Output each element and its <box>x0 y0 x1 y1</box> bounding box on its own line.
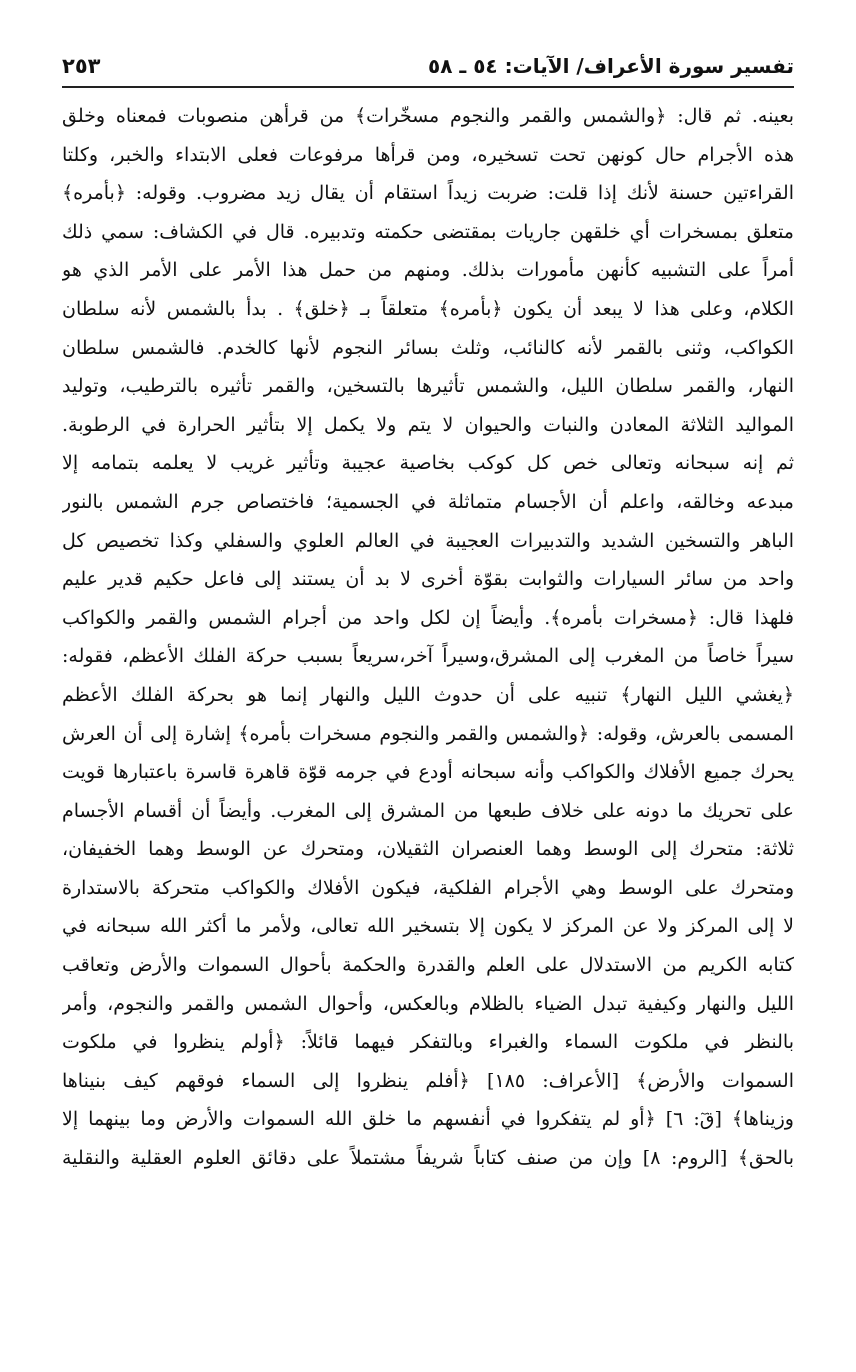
running-header <box>62 52 794 92</box>
text-line: ثلاثة: متحرك إلى الوسط وهما العنصران الثقيلان، ومتحرك عن الوسط وهما الخفيفان، <box>62 838 794 861</box>
text-line: لا إلى المركز ولا عن المركز لا يكون إلا بتسخير الله تعالى، ولأمر ما أكثر الله سبحانه في <box>62 915 794 938</box>
text-line: بالنظر في ملكوت السماء والغبراء وبالتفكر فيهما قائلاً: ﴿أولم ينظروا في ملكوت <box>62 1031 794 1054</box>
text-line: القراءتين حسنة لأنك إذا قلت: ضربت زيداً استقام أن يقال زيد مضروب. وقوله: ﴿بأمره﴾ <box>62 182 794 205</box>
text-line: متعلق بمسخرات أي خلقهن جاريات بمقتضى حكمته وتدبيره. قال في الكشاف: سمي ذلك <box>62 220 794 243</box>
text-line: ثم إنه سبحانه وتعالى خص كل كوكب بخاصية عجيبة وتأثير غريب لا يعلمه بتمامه إلا <box>62 452 794 475</box>
text-line: على تحريك ما دونه على خلاف طبعها من المشرق إلى المغرب. وأيضاً أن أقسام الأجسام <box>62 799 794 822</box>
text-line: فلهذا قال: ﴿مسخرات بأمره﴾. وأيضاً إن لكل واحد من أجرام الشمس والقمر والكواكب <box>62 606 794 629</box>
text-line: ﴿يغشي الليل النهار﴾ تنبيه على أن حدوث الليل والنهار إنما هو بحركة الفلك الأعظم <box>62 683 794 706</box>
text-line: ومتحرك على الوسط وهي الأجرام الفلكية، فيكون الأفلاك والكواكب متحركة بالاستدارة <box>62 876 794 899</box>
text-line: بالحق﴾ [الروم: ٨] وإن من صنف كتاباً شريفاً مشتملاً على دقائق العلوم العقلية والنقلية <box>62 1147 794 1170</box>
text-line: هذه الأجرام حال كونهن تحت تسخيره، ومن قرأها مرفوعات فعلى الابتداء والخبر، وكلتا <box>62 143 794 166</box>
text-line: المسمى بالعرش، وقوله: ﴿والشمس والقمر والنجوم مسخرات بأمره﴾ إشارة إلى أن العرش <box>62 722 794 745</box>
chapter-title: تفسير سورة الأعراف/ الآيات: ٥٤ ـ ٥٨ <box>428 54 794 78</box>
text-line: الكلام، وعلى هذا لا يبعد أن يكون ﴿بأمره﴾ متعلقاً بـ ﴿خلق﴾ . بدأ بالشمس لأنه سلطان <box>62 297 794 320</box>
text-line: كتابه الكريم من الاستدلال على العلم والقدرة والحكمة بأحوال السموات والأرض وتعاقب <box>62 954 794 977</box>
text-line: واحد من سائر السيارات والثوابت بقوّة أخرى لا بد أن يستند إلى فاعل حكيم قدير عليم <box>62 568 794 591</box>
page-number: ٢٥٣ <box>62 54 101 78</box>
text-line: بعينه. ثم قال: ﴿والشمس والقمر والنجوم مسخّرات﴾ من قرأهن منصوبات فمعناه وخلق <box>62 105 794 127</box>
text-line: النهار، والقمر سلطان الليل، والشمس تأثيرها بالتسخين، والقمر تأثيره بالترطيب، وتوليد <box>62 375 794 398</box>
page-body <box>62 97 794 1178</box>
text-line: سيراً خاصاً من المغرب إلى المشرق،وسيراً آخر،سريعاً بسبب حركة الفلك الأعظم، فقوله: <box>62 645 794 668</box>
text-line: السموات والأرض﴾ [الأعراف: ١٨٥] ﴿أفلم ينظروا إلى السماء فوقهم كيف بنيناها <box>62 1069 794 1092</box>
text-line: مبدعه وخالقه، واعلم أن الأجسام متماثلة في الجسمية؛ فاختصاص جرم الشمس بالنور <box>62 490 794 513</box>
text-line: وزيناها﴾ [قٓ: ٦] ﴿أو لم يتفكروا في أنفسهم ما خلق الله السموات والأرض وما بينهما إلا <box>62 1108 794 1131</box>
text-line: الكواكب، وثنى بالقمر لأنه كالنائب، وثلث بسائر النجوم لأنها كالخدم. فالشمس سلطان <box>62 336 794 359</box>
text-line: المواليد الثلاثة المعادن والنبات والحيوان لا يتم ولا يكمل إلا بتأثير الحرارة في الرطوبة. <box>62 413 794 436</box>
header-divider <box>62 86 794 88</box>
text-line: الباهر والتسخين الشديد والتدبيرات العجيبة في العالم العلوي والسفلي وكذا تخصيص كل <box>62 529 794 552</box>
text-line: يحرك جميع الأفلاك والكواكب وأنه سبحانه أودع في جرمه قوّة قاهرة قاسرة باعتبارها قويت <box>62 761 794 784</box>
text-line: الليل والنهار وكيفية تبدل الضياء بالظلام وبالعكس، وأحوال الشمس والقمر والنجوم، وأمر <box>62 992 794 1015</box>
text-line: أمراً على التشبيه كأنهن مأمورات بذلك. ومنهم من حمل هذا الأمر على الأمر الذي هو <box>62 259 794 282</box>
